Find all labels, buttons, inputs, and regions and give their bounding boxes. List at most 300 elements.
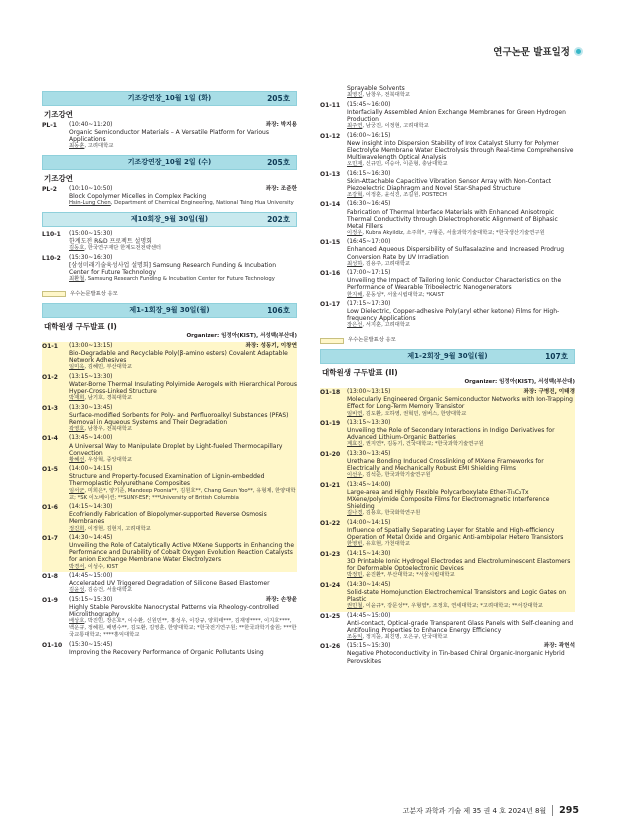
talk-title: Bio-Degradable and Recyclable Poly(β-amino esters) Covalent Adaptable Network Adhesives: [69, 349, 288, 364]
presenter-name: 최환철: [69, 275, 85, 282]
talk-title: Anti-contact, Optical-grade Transparent Glass Panels with Self-cleaning and Antifouling Properties to Enhance Energy Efficiency: [347, 619, 574, 634]
presenter-name: 임서군: [69, 487, 85, 494]
section-title: 기조강연: [44, 173, 73, 183]
talk-authors: [69, 564, 297, 571]
presenter-name: 계효진: [347, 441, 363, 448]
room-number: 205호: [267, 157, 290, 167]
talk-time-row: [347, 451, 575, 458]
session-chair: 좌장: 성동기, 이창연: [245, 342, 297, 349]
talk-authors: [347, 634, 575, 641]
author-rest: , 유호현, 가천대학교: [362, 541, 411, 548]
talk-item: [320, 419, 575, 450]
talk-time: (14:30~14:45): [69, 535, 113, 542]
presenter-name: 박경서: [69, 563, 85, 570]
talk-title: Accelerated UV Triggered Degradation of Silicone Based Elastomer: [69, 580, 270, 588]
talk-continued: [320, 84, 575, 101]
author-rest: , 김용호, 한국화학연구원: [362, 510, 421, 517]
author-rest: , 우상혁, 중앙대학교: [84, 456, 133, 463]
talk-title: Skin-Attachable Capacitive Vibration Sensor Array with Non-Contact Piezoelectric Diaphragm and Novel Star-Shaped Structure: [347, 177, 552, 192]
presenter-name: 박정민: [347, 572, 363, 579]
session-band: [42, 303, 297, 318]
talk-item: [42, 121, 297, 152]
talk-body: [347, 551, 575, 579]
talk-time: (15:30~16:30): [69, 254, 113, 261]
talk-body: [69, 231, 297, 252]
presenter-name: 이정우: [347, 229, 363, 236]
talk-title: Low Dielectric, Copper-adhesive Poly(aryl ether ketone) Films for High-frequency Applications: [347, 308, 560, 323]
talk-time: (13:45~14:00): [347, 481, 391, 488]
talk-authors: [347, 322, 575, 329]
talk-authors: [347, 472, 575, 479]
talk-authors: [347, 230, 575, 237]
talk-time: (15:45~16:00): [347, 101, 391, 108]
talk-item: [42, 342, 297, 373]
talk-item: [320, 550, 575, 581]
talk-time: (14:45~15:00): [347, 612, 391, 619]
talk-time-row: [69, 535, 297, 542]
legend-swatch: [42, 291, 66, 297]
talk-time-row: [347, 582, 575, 589]
talk-time-row: [347, 201, 575, 208]
talk-time-row: [69, 405, 297, 412]
talk-authors: [69, 143, 297, 150]
presenter-name: Hsin-Lung Chen: [69, 200, 111, 207]
organizer: Organizer: 임정아(KIST), 서성백(부산대): [186, 332, 297, 339]
talk-authors: [69, 245, 297, 252]
talk-item: [320, 388, 575, 419]
talk-authors: [347, 292, 575, 299]
talk-title: Highly Stable Perovskite Nanocrystal Patterns via Rheology-controlled Microlithography: [69, 603, 279, 619]
room-number: 205호: [267, 94, 290, 103]
talk-authors: [69, 200, 297, 207]
talk-code: O1-17: [320, 301, 341, 309]
session-chair: 좌장: 박지용: [265, 122, 297, 129]
talk-time: (10:40~11:20): [69, 122, 113, 129]
talk-title: A Universal Way to Manipulate Droplet by Light-fueled Thermocapillary Convection: [69, 442, 283, 457]
presenter-name: 최동훈: [69, 143, 85, 150]
talk-authors: [347, 603, 575, 610]
talk-time: (14:45~15:00): [69, 573, 113, 580]
talk-title: Negative Photoconductivity in Tin-based Chiral Organic-Inorganic Hybrid Perovskites: [347, 650, 565, 665]
talk-code: O1-20: [320, 451, 341, 459]
talk-authors: [347, 161, 575, 168]
talk-time: (16:45~17:00): [347, 239, 391, 246]
talk-code: O1-9: [42, 596, 58, 604]
talk-title: Unveiling the Impact of Tailoring Ionic Conductor Characteristics on the Performance of Wearable Triboelectric Nanogenerators: [347, 277, 562, 292]
talk-authors: [69, 526, 297, 533]
talk-body: [69, 122, 297, 150]
talk-item: [42, 534, 297, 572]
session-name: 기조강연장_10월 1일 (화): [127, 93, 212, 102]
presenter-name: 김동호: [69, 245, 85, 252]
talk-code: O1-7: [42, 535, 58, 543]
talk-item: [320, 132, 575, 170]
talk-title: 3D Printable Ionic Hydrogel Electrodes and Electroluminescent Elastomers for Deformable Optoelectronic Devices: [347, 557, 571, 572]
talk-title: Interfacially Assembled Anion Exchange Membranes for Green Hydrogen Production: [347, 108, 566, 123]
section-title: 기조강연: [44, 110, 73, 119]
talk-time: (17:00~17:15): [347, 270, 391, 277]
talk-time: (15:00~15:30): [69, 230, 113, 237]
talk-time-row: [69, 504, 297, 511]
author-rest: , 이윤규*, 강문성**, 우형엽*, 조정호, 연세대학교; *고려대학교; **서강대학교: [362, 602, 543, 609]
presenter-name: 장은선: [347, 322, 363, 329]
session-band: [320, 349, 575, 364]
talk-time-row: [347, 301, 575, 308]
session-band: [42, 212, 297, 227]
talk-body: [69, 642, 297, 656]
talk-authors: [347, 261, 575, 268]
talk-time-row: [347, 171, 575, 178]
talk-code: [320, 85, 347, 99]
room-number: 202호: [267, 214, 290, 224]
presenter-name: 최주연: [347, 122, 363, 129]
session-name: 제1-2회장_9월 30일(월): [407, 352, 488, 361]
presenter-name: 최성하: [347, 260, 363, 267]
presenter-name: 곽영호: [69, 425, 85, 432]
session-chair: 좌장: 조준한: [265, 186, 297, 193]
talk-item: [320, 450, 575, 481]
talk-body: [69, 504, 297, 532]
legend-swatch: [320, 338, 344, 344]
talk-authors: [69, 618, 297, 639]
talk-item: [42, 641, 297, 658]
talk-title: Water-Borne Thermal Insulating Polyimide Aerogels with Hierarchical Porous Hyper-Cross-Linked Structure: [69, 380, 297, 395]
talk-time: (15:30~15:45): [69, 641, 113, 648]
talk-item: [320, 581, 575, 612]
presenter-name: 임비연: [347, 410, 363, 417]
talk-title: Ecofriendly Fabrication of Biopolymer-supported Reverse Osmosis Membranes: [69, 511, 267, 526]
award-legend: [320, 337, 575, 344]
header-dot-icon: [574, 47, 583, 56]
talk-item: [320, 481, 575, 519]
talk-time-row: [69, 642, 297, 649]
talk-code: L10-1: [42, 230, 61, 238]
author-rest: , 김석준, 한국과학기술연구원: [362, 472, 431, 479]
left-column: [42, 88, 297, 658]
author-rest: , 서지훈, 고려대학교: [362, 322, 411, 329]
talk-time-row: [347, 420, 575, 427]
talk-item: [42, 572, 297, 596]
session-chair: 좌장: 곽헌석: [543, 643, 575, 650]
author-rest: , 고려대학교: [84, 143, 114, 150]
talk-body: [69, 343, 297, 371]
talk-title: Organic Semiconductor Materials – A Versatile Platform for Various Applications: [69, 129, 269, 144]
talk-time: (15:15~15:30): [69, 596, 113, 603]
talk-code: O1-11: [320, 101, 341, 109]
talk-code: O1-12: [320, 132, 341, 140]
talk-code: O1-1: [42, 342, 58, 350]
talk-item: [42, 404, 297, 435]
talk-code: O1-13: [320, 170, 341, 178]
talk-body: [347, 301, 575, 329]
talk-title: Fabrication of Thermal Interface Materials with Enhanced Anisotropic Thermal Conductivity through Dielectrophoretic Alignment of Biphasic Metal Fillers: [347, 208, 558, 230]
author-rest: , 김승건, 서울대학교: [84, 587, 133, 594]
award-legend: [42, 291, 297, 298]
talk-item: [42, 230, 297, 254]
talk-item: [42, 373, 297, 404]
talk-item: [42, 185, 297, 209]
author-rest: , Department of Chemical Engineering, National Tsing Hua University: [110, 200, 294, 207]
talk-title: Influence of Spatially Separating Layer for Stable and High-efficiency Operation of Metal Oxide and Organic Anti-ambipolar Hetero Transistors: [347, 526, 564, 542]
talk-item: [42, 596, 297, 641]
talk-authors: [347, 123, 575, 130]
talk-code: O1-15: [320, 239, 341, 247]
talk-authors: [69, 395, 297, 402]
talk-time: (14:15~14:30): [69, 504, 113, 511]
talk-item: [320, 519, 575, 550]
talk-time-row: [69, 466, 297, 473]
talk-authors: [347, 411, 575, 418]
presenter-name: 조강혁: [347, 191, 363, 198]
talk-time-row: [69, 573, 297, 580]
talk-body: [347, 643, 575, 664]
room-number: 106호: [267, 305, 290, 315]
talk-time: (17:15~17:30): [347, 301, 391, 308]
right-column: [320, 84, 575, 666]
talk-body: [347, 85, 575, 99]
talk-time: (16:00~16:15): [347, 132, 391, 139]
talk-authors: [347, 510, 575, 517]
talk-body: [347, 201, 575, 236]
talk-authors: [69, 426, 297, 433]
session-name: 제10회장_9월 30일(월): [130, 214, 209, 223]
section-title: 대학원생 구두발표 (II): [322, 368, 398, 378]
talk-code: O1-8: [42, 573, 58, 581]
talk-item: [42, 254, 297, 285]
talk-code: O1-22: [320, 519, 341, 527]
talk-time: (10:10~10:50): [69, 186, 113, 193]
author-rest: , 윤진환*, 부산대학교; *서울시립대학교: [362, 572, 455, 579]
author-rest: , 이정현, 김현지, 고려대학교: [84, 525, 151, 532]
talk-time-row: [347, 102, 575, 109]
talk-time: (15:15~15:30): [347, 643, 391, 650]
session-band: [42, 155, 297, 170]
talk-authors: [347, 92, 575, 99]
talk-code: O1-16: [320, 270, 341, 278]
talk-item: [320, 300, 575, 331]
talk-body: [347, 171, 575, 199]
talk-time: (14:00~14:15): [347, 519, 391, 526]
talk-title: Unveiling the Role of Catalytically Active MXene Supports in Enhancing the Performance and Durability of Cobalt Oxygen Evolution Reaction Catalysts for anion Exchange Membrane Water Electrolyzers: [69, 542, 295, 564]
talk-time: (13:45~14:00): [69, 435, 113, 442]
talk-body: [69, 435, 297, 463]
author-rest: , 김혜민, 부산대학교: [84, 364, 133, 371]
talk-time-row: [347, 613, 575, 620]
talk-body: [347, 420, 575, 448]
author-rest: , 남창우, 전북대학교: [84, 425, 133, 432]
talk-body: [69, 535, 297, 570]
author-rest: , 남궁진, 이정현, 고려대학교: [362, 122, 429, 129]
talk-body: [347, 520, 575, 548]
talk-code: O1-19: [320, 420, 341, 428]
talk-title: Surface-modified Sorbents for Poly- and Perfluoroalkyl Substances (PFAS) Removal in Aqueous Systems and Their Degradation: [69, 411, 289, 426]
talk-body: [69, 597, 297, 640]
presenter-name: 오민재: [347, 160, 363, 167]
talk-item: [320, 269, 575, 300]
talk-time: (13:00~13:15): [69, 342, 113, 349]
talk-title: Improving the Recovery Performance of Organic Pollutants Using: [69, 649, 264, 657]
author-rest: , 정지윤, 최진명, 오은규, 단국대학교: [362, 633, 448, 640]
talk-code: O1-23: [320, 550, 341, 558]
talk-title: [삼성미래기술육성사업 설명회] Samsung Research Funding & Incubation Center for Future Technology: [69, 261, 277, 276]
talk-authors: [69, 364, 297, 371]
author-rest: , 남창우, 전북대학교: [362, 92, 411, 99]
presenter-name: 한지해: [347, 291, 363, 298]
session-chair: 좌장: 구병진, 이태경: [523, 389, 575, 396]
page-number: 295: [552, 805, 579, 816]
presenter-name: 임미옥: [69, 364, 85, 371]
legend-text: 우수논문발표상 응모: [70, 290, 118, 297]
talk-code: O1-14: [320, 201, 341, 209]
talk-code: L10-2: [42, 254, 61, 262]
session-name: 제1-1회장_9월 30일(월): [129, 305, 210, 314]
presenter-name: 박재희: [69, 394, 85, 401]
talk-body: [347, 102, 575, 130]
talk-body: [347, 482, 575, 517]
author-rest: , Samsung Research Funding & Incubation Center for Future Technology: [84, 275, 275, 282]
talk-title: Enhanced Aqueous Dispersibility of Sulfasalazine and Increased Prodrug Conversion Rate by UV Irradiation: [347, 246, 565, 261]
session-chair: 좌장: 손창윤: [265, 596, 297, 603]
author-rest: , 이성수, KIST: [84, 563, 119, 570]
talk-body: [69, 374, 297, 402]
talk-code: O1-5: [42, 466, 58, 474]
talk-time: (13:15~13:30): [69, 373, 113, 380]
session-band: [42, 91, 297, 106]
page-header: 연구논문 발표일정: [493, 44, 583, 58]
talk-code: O1-18: [320, 389, 341, 397]
talk-code: O1-2: [42, 373, 58, 381]
talk-title: Block Copolymer Micelles in Complex Packing: [69, 193, 207, 201]
talk-time: (14:00~14:15): [69, 466, 113, 473]
talk-body: [69, 466, 297, 501]
talk-item: [320, 101, 575, 132]
talk-title: Sprayable Solvents: [347, 85, 405, 92]
talk-body: [69, 573, 297, 594]
section-title: 대학원생 구두발표 (I): [44, 321, 117, 331]
talk-authors: [69, 457, 297, 464]
talk-code: PL-2: [42, 186, 57, 194]
talk-time-row: [69, 255, 297, 262]
talk-time-row: [347, 133, 575, 140]
talk-code: O1-4: [42, 435, 58, 443]
author-rest: , Kubra Akyildiz, 소주희*, 구형준, 서울과학기술대학교; *한국생산기술연구원: [362, 229, 545, 236]
talk-code: O1-25: [320, 612, 341, 620]
presenter-name: 황혜선: [69, 456, 85, 463]
author-rest: , 박진민, 장은호*, 이수환, 신원민**, 홍성우, 이강규, 양희태***, 김재영****, 이지호****, 백운규, 정혜원, 배병수**, 김도환, 김영훈, 한양대학교; *한국전기연구원; **한국과학기술원; ***한국교통대학교; ****홍익대학교: [69, 618, 297, 639]
talk-time: (13:30~13:45): [69, 404, 113, 411]
talk-body: [347, 239, 575, 267]
talk-authors: [347, 541, 575, 548]
talk-body: [69, 186, 297, 207]
talk-time-row: [347, 643, 575, 650]
talk-item: [320, 612, 575, 643]
talk-body: [69, 405, 297, 433]
talk-body: [347, 613, 575, 641]
talk-time: (14:30~14:45): [347, 581, 391, 588]
talk-time: (16:15~16:30): [347, 170, 391, 177]
legend-text: 우수논문발표상 응모: [348, 337, 396, 343]
talk-body: [347, 133, 575, 168]
presenter-name: 한영빈: [347, 541, 363, 548]
talk-title: New insight into Dispersion Stability of Irox Catalyst Slurry for Polymer Electrolyte Membrane Water Electrolysis through Real-time Comprehensive Multiwavelength Optical Analysis: [347, 139, 574, 161]
talk-title: Urethane Bonding Induced Crosslinking of MXene Frameworks for Electrically and Mechanically Robust EMI Shielding Films: [347, 458, 544, 473]
author-rest: , 문동성*, 서울시립대학교; *KAIST: [362, 291, 445, 298]
talk-code: O1-10: [42, 641, 63, 649]
talk-code: O1-21: [320, 481, 341, 489]
talk-title: Solid-state Homojunction Electrochemical Transistors and Logic Gates on Plastic: [347, 588, 567, 603]
talk-time-row: [69, 122, 297, 129]
talk-time-row: [69, 231, 297, 238]
talk-authors: [347, 192, 575, 199]
talk-time: (14:15~14:30): [347, 550, 391, 557]
talk-code: O1-26: [320, 643, 341, 651]
talk-title: Unveiling the Role of Secondary Interactions in Indigo Derivatives for Advanced Lithium-Organic Batteries: [347, 427, 555, 442]
author-rest: , 김도환, 오하영, 권혁민, 엄버스, 한양대학교: [362, 410, 467, 417]
organizer: Organizer: 임정아(KIST), 서성백(부산대): [464, 379, 575, 386]
author-rest: , 남기호, 경북대학교: [84, 394, 133, 401]
author-rest: , 신규민, 이승아, 이준형, 충남대학교: [362, 160, 448, 167]
talk-time-row: [347, 520, 575, 527]
presenter-name: 김나경: [347, 510, 363, 517]
page-footer: [403, 805, 579, 816]
talk-body: [347, 270, 575, 298]
presenter-name: 이선우: [347, 472, 363, 479]
presenter-name: 김윤성: [69, 587, 85, 594]
author-rest: , 이정훈, 윤석진, 조길원, POSTECH: [362, 191, 447, 198]
talk-time-row: [69, 186, 297, 193]
talk-time-row: [69, 374, 297, 381]
author-rest: , 미희은*, 양기준, Mandeep Poonia**, 김원호**, Chang Geun Yoo**, 유형제, 한양대학교; *SK 이노베이션; **SUNY-ESF; ***University of British Columbia: [69, 487, 296, 501]
talk-code: PL-1: [42, 122, 57, 130]
talk-item: [320, 170, 575, 201]
talk-body: [347, 451, 575, 479]
presenter-name: 권민철: [347, 602, 363, 609]
author-rest: , 한국연구재단 한계도전전략센터: [84, 245, 162, 252]
talk-time-row: [69, 343, 297, 350]
talk-item: [320, 200, 575, 238]
talk-code: O1-3: [42, 404, 58, 412]
talk-item: [42, 465, 297, 503]
talk-code: O1-24: [320, 581, 341, 589]
talk-title: Large-area and Highly Flexible Polycarboxylate Ether-Ti₃C₂Tx MXene/polyimide Composite Films for Electromagnetic Interference Shielding: [347, 489, 550, 511]
talk-authors: [347, 572, 575, 579]
talk-time: (16:30~16:45): [347, 201, 391, 208]
talk-authors: [347, 441, 575, 448]
talk-authors: [69, 276, 297, 283]
presenter-name: 배상호: [69, 618, 85, 625]
presenter-name: 정진희: [69, 525, 85, 532]
talk-time-row: [347, 551, 575, 558]
room-number: 107호: [545, 352, 568, 362]
talk-authors: [69, 488, 297, 502]
talk-time-row: [347, 270, 575, 277]
talk-body: [347, 582, 575, 610]
author-rest: , 권지연*, 김동기, 건국대학교; *한국과학기술연구원: [362, 441, 484, 448]
talk-time-row: [347, 482, 575, 489]
talk-time-row: [347, 239, 575, 246]
talk-body: [69, 255, 297, 283]
talk-title: Molecularly Engineered Organic Semiconductor Networks with Ion-Trapping Effect for Long-Term Memory Transistor: [347, 396, 573, 411]
talk-time-row: [69, 597, 297, 604]
talk-code: O1-6: [42, 504, 58, 512]
talk-time: (13:15~13:30): [347, 420, 391, 427]
talk-item: [320, 642, 575, 666]
talk-time-row: [347, 389, 575, 396]
talk-title: 한계도전 R&D 프로젝트 설명회: [69, 237, 152, 245]
journal-info: 고분자 과학과 기술 제 35 권 4 호 2024년 8월: [402, 806, 547, 815]
author-rest: , 김용주, 고려대학교: [362, 260, 411, 267]
session-name: 기조강연장_10월 2일 (수): [127, 157, 212, 166]
